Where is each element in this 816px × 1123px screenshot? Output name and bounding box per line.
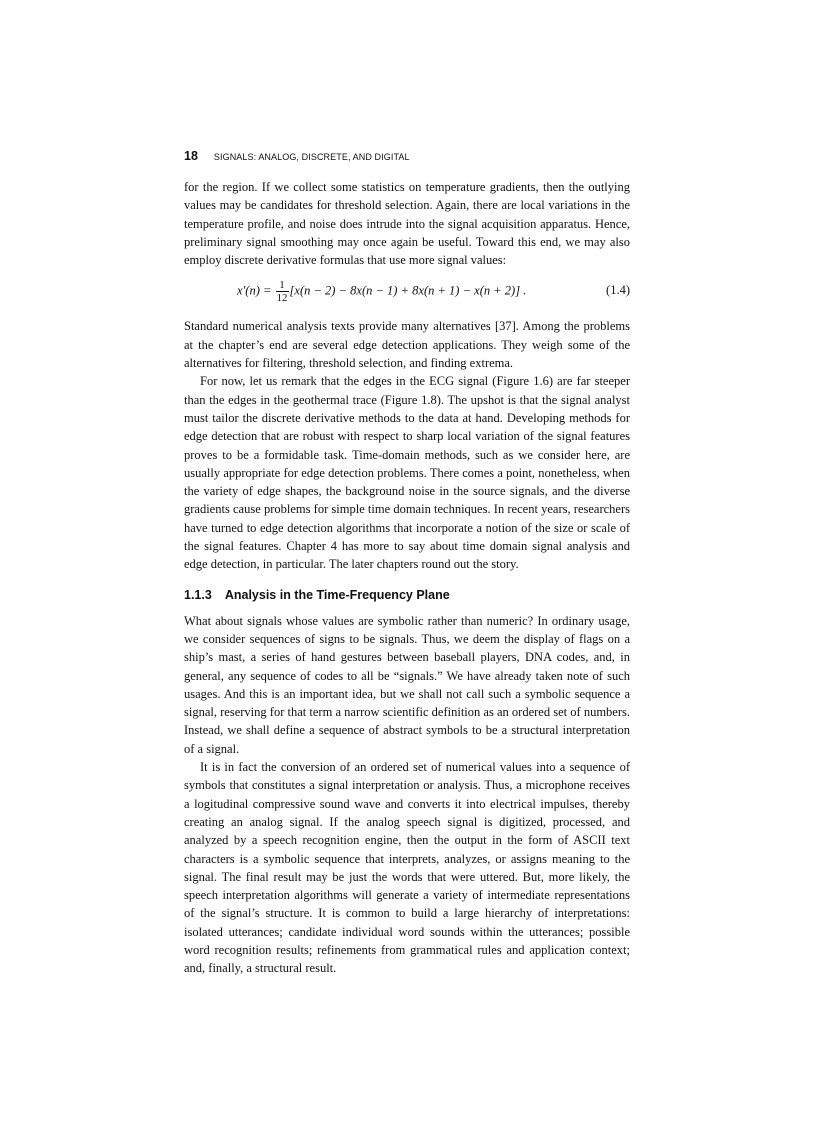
paragraph-5: It is in fact the conversion of an ordered set of numerical values into a sequence of symbols that constitutes a signal interpretation or analysis. Thus, a microphone receives a logitudinal compressive sound wave and converts it into electrical impulses, thereby creating an analog signal. If the analog speech signal is digitized, processed, and analyzed by a speech recognition engine, then the output in the form of ASCII text characters is a symbolic sequence that interprets, analyzes, or assigns meaning to the signal. The final result may be just the words that were uttered. But, more likely, the speech interpretation algorithms will generate a variety of intermediate representations of the signal’s structure. It is common to build a large hierarchy of interpretations: isolated utterances; candidate individual word sounds within the utterances; possible word recognition results; refinements from grammatical rules and application context; and, finally, a structural result.: [184, 760, 630, 976]
section-number: 1.1.3: [184, 587, 212, 602]
equation-1-4: [184, 269, 630, 317]
page-body: [184, 178, 630, 978]
section-title: Analysis in the Time-Frequency Plane: [224, 587, 450, 602]
equation-rhs: [x(n − 2) − 8x(n − 1) + 8x(n + 1) − x(n + 2)] .: [289, 283, 527, 298]
equation-fraction: [276, 279, 289, 304]
running-header: [184, 147, 410, 165]
equation-expression: [237, 279, 526, 304]
paragraph-3: For now, let us remark that the edges in the ECG signal (Figure 1.6) are far steeper than the edges in the geothermal trace (Figure 1.8). The upshot is that the signal analyst must tailor the discrete derivative methods to the data at hand. Developing methods for edge detection that are robust with respect to sharp local variation of the signal features proves to be a formidable task. Time-domain methods, such as we consider here, are usually appropriate for edge detection problems. There comes a point, nonetheless, when the variety of edge shapes, the background noise in the source signals, and the diverse gradients cause problems for simple time domain techniques. In recent years, researchers have turned to edge detection algorithms that incorporate a notion of the size or scale of the signal features. Chapter 4 has more to say about time domain signal analysis and edge detection, in particular. The later chapters round out the story.: [184, 374, 630, 572]
equation-lhs: x′(n) =: [237, 283, 272, 298]
page-number: 18: [184, 149, 198, 163]
paragraph-4: What about signals whose values are symbolic rather than numeric? In ordinary usage, we consider sequences of signs to be signals. Thus, we deem the display of flags on a ship’s mast, a series of hand gestures between baseball players, DNA codes, and, in general, any sequence of codes to all be “signals.” We have already taken note of such usages. And this is an important idea, but we shall not call such a symbolic sequence a signal, reserving for that term a narrow scientific definition as an ordered set of numbers. Instead, we shall define a sequence of abstract symbols to be a structural interpretation of a signal.: [184, 613, 630, 756]
equation-number: (1.4): [606, 283, 630, 298]
fraction-numerator: 1: [276, 279, 289, 292]
running-title: SIGNALS: ANALOG, DISCRETE, AND DIGITAL: [213, 152, 410, 162]
paragraph-2: Standard numerical analysis texts provide many alternatives [37]. Among the problems at the chapter’s end are several edge detection applications. They weigh some of the alternatives for filtering, threshold selection, and finding extrema.: [184, 319, 630, 371]
paragraph-1: for the region. If we collect some statistics on temperature gradients, then the outlying values may be candidates for threshold selection. Again, there are local variations in the temperature profile, and noise does intrude into the signal acquisition apparatus. Hence, preliminary signal smoothing may once again be useful. Toward this end, we may also employ discrete derivative formulas that use more signal values:: [184, 180, 630, 268]
fraction-denominator: 12: [276, 292, 288, 305]
section-heading: [184, 586, 630, 604]
